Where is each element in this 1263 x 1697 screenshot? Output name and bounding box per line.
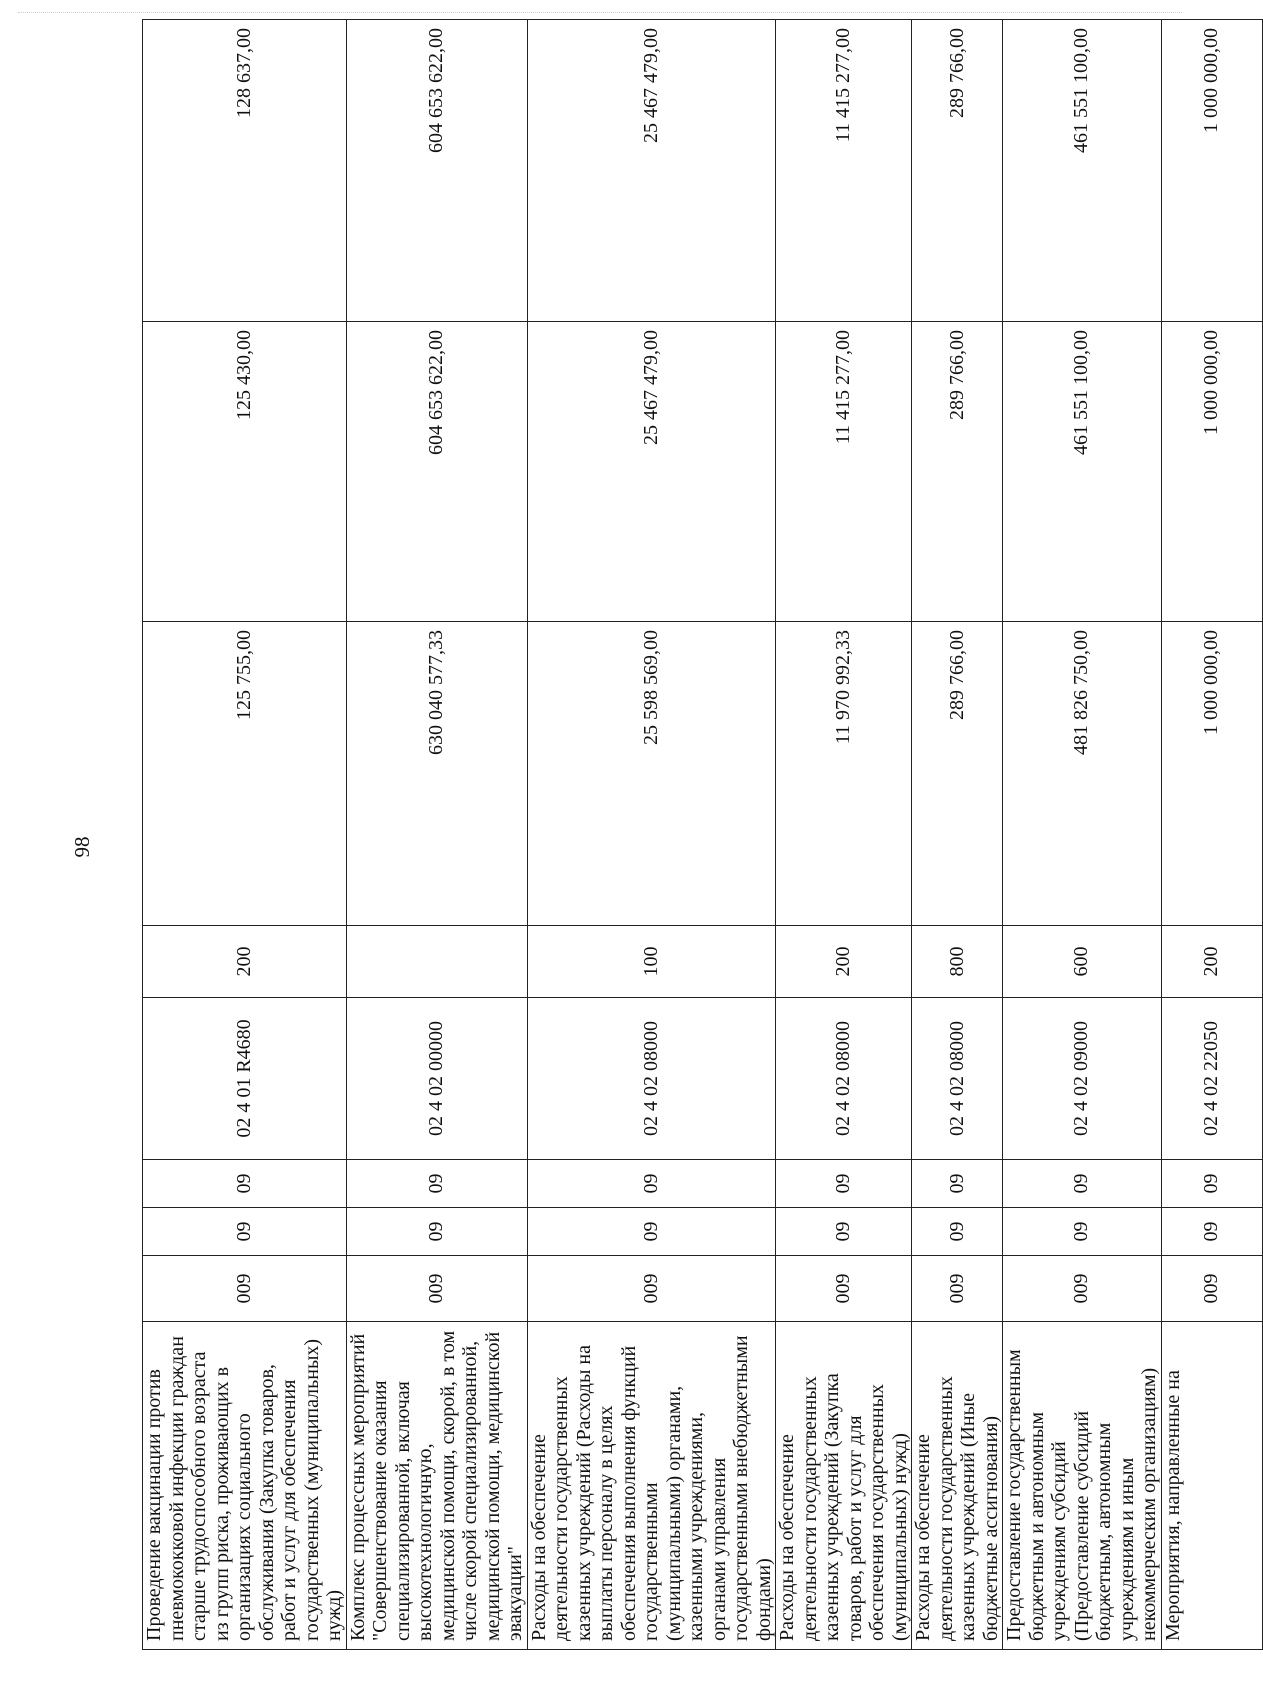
row-description: Комплекс процессных мероприятий "Совершенствование оказания специализированной, включая высокотехнологичную, медицинской помощи, скорой, в том числе скорой специализированной, медицинской помощи, медицинской эвакуации" bbox=[346, 1322, 527, 1650]
page-number: 98 bbox=[70, 836, 94, 858]
amount-year-2: 289 766,00 bbox=[912, 322, 1003, 622]
amount-year-1: 630 040 577,33 bbox=[346, 622, 527, 926]
expense-type-code: 200 bbox=[776, 926, 912, 998]
table-row bbox=[1161, 20, 1262, 1650]
subsection-code: 09 bbox=[527, 1160, 776, 1208]
ministry-code: 009 bbox=[912, 1256, 1003, 1322]
rotated-page-content bbox=[142, 20, 1222, 1650]
subsection-code: 09 bbox=[1003, 1160, 1162, 1208]
table-row bbox=[527, 20, 776, 1650]
target-article-code: 02 4 02 08000 bbox=[527, 998, 776, 1160]
section-code: 09 bbox=[1161, 1208, 1262, 1256]
subsection-code: 09 bbox=[346, 1160, 527, 1208]
expense-type-code bbox=[346, 926, 527, 998]
subsection-code: 09 bbox=[776, 1160, 912, 1208]
target-article-code: 02 4 02 00000 bbox=[346, 998, 527, 1160]
amount-year-1: 125 755,00 bbox=[143, 622, 347, 926]
row-description: Проведение вакцинации против пневмококковой инфекции граждан старше трудоспособного возраста из групп риска, проживающих в организациях социального обслуживания (Закупка товаров, работ и услуг для обеспечения государственных (муниципальных) нужд) bbox=[143, 1322, 347, 1650]
row-description: Расходы на обеспечение деятельности государственных казенных учреждений (Закупка товаров, работ и услуг для обеспечения государственных (муниципальных) нужд) bbox=[776, 1322, 912, 1650]
amount-year-2: 125 430,00 bbox=[143, 322, 347, 622]
amount-year-1: 1 000 000,00 bbox=[1161, 622, 1262, 926]
table-row bbox=[912, 20, 1003, 1650]
amount-year-1: 481 826 750,00 bbox=[1003, 622, 1162, 926]
row-description: Расходы на обеспечение деятельности государственных казенных учреждений (Расходы на выплаты персоналу в целях обеспечения выполнения функций государственными (муниципальными) органами, казенными учреждениями, органами управления государственными внебюджетными фондами) bbox=[527, 1322, 776, 1650]
table-row bbox=[143, 20, 347, 1650]
subsection-code: 09 bbox=[1161, 1160, 1262, 1208]
table-row bbox=[776, 20, 912, 1650]
expense-type-code: 200 bbox=[143, 926, 347, 998]
target-article-code: 02 4 02 22050 bbox=[1161, 998, 1262, 1160]
page-edge-line bbox=[18, 12, 1182, 13]
amount-year-3: 289 766,00 bbox=[912, 20, 1003, 322]
amount-year-1: 11 970 992,33 bbox=[776, 622, 912, 926]
row-description: Расходы на обеспечение деятельности государственных казенных учреждений (Иные бюджетные ассигнования) bbox=[912, 1322, 1003, 1650]
section-code: 09 bbox=[143, 1208, 347, 1256]
amount-year-2: 604 653 622,00 bbox=[346, 322, 527, 622]
amount-year-3: 461 551 100,00 bbox=[1003, 20, 1162, 322]
expense-type-code: 800 bbox=[912, 926, 1003, 998]
section-code: 09 bbox=[776, 1208, 912, 1256]
target-article-code: 02 4 02 08000 bbox=[776, 998, 912, 1160]
ministry-code: 009 bbox=[1003, 1256, 1162, 1322]
amount-year-1: 25 598 569,00 bbox=[527, 622, 776, 926]
amount-year-3: 1 000 000,00 bbox=[1161, 20, 1262, 322]
ministry-code: 009 bbox=[346, 1256, 527, 1322]
expense-type-code: 600 bbox=[1003, 926, 1162, 998]
target-article-code: 02 4 02 08000 bbox=[912, 998, 1003, 1160]
amount-year-2: 25 467 479,00 bbox=[527, 322, 776, 622]
table-row bbox=[1003, 20, 1162, 1650]
amount-year-3: 604 653 622,00 bbox=[346, 20, 527, 322]
expense-type-code: 200 bbox=[1161, 926, 1262, 998]
amount-year-3: 128 637,00 bbox=[143, 20, 347, 322]
target-article-code: 02 4 02 09000 bbox=[1003, 998, 1162, 1160]
subsection-code: 09 bbox=[912, 1160, 1003, 1208]
ministry-code: 009 bbox=[1161, 1256, 1262, 1322]
row-description: Предоставление государственным бюджетным и автономным учреждениям субсидий (Предоставление субсидий бюджетным, автономным учреждениям и иным некоммерческим организациям) bbox=[1003, 1322, 1162, 1650]
row-description: Мероприятия, направленные на bbox=[1161, 1322, 1262, 1650]
section-code: 09 bbox=[527, 1208, 776, 1256]
amount-year-3: 11 415 277,00 bbox=[776, 20, 912, 322]
ministry-code: 009 bbox=[527, 1256, 776, 1322]
ministry-code: 009 bbox=[143, 1256, 347, 1322]
amount-year-2: 11 415 277,00 bbox=[776, 322, 912, 622]
amount-year-2: 461 551 100,00 bbox=[1003, 322, 1162, 622]
ministry-code: 009 bbox=[776, 1256, 912, 1322]
expense-type-code: 100 bbox=[527, 926, 776, 998]
section-code: 09 bbox=[1003, 1208, 1162, 1256]
section-code: 09 bbox=[346, 1208, 527, 1256]
budget-table bbox=[142, 19, 1263, 1650]
amount-year-2: 1 000 000,00 bbox=[1161, 322, 1262, 622]
table-row bbox=[346, 20, 527, 1650]
section-code: 09 bbox=[912, 1208, 1003, 1256]
subsection-code: 09 bbox=[143, 1160, 347, 1208]
amount-year-1: 289 766,00 bbox=[912, 622, 1003, 926]
target-article-code: 02 4 01 R4680 bbox=[143, 998, 347, 1160]
amount-year-3: 25 467 479,00 bbox=[527, 20, 776, 322]
